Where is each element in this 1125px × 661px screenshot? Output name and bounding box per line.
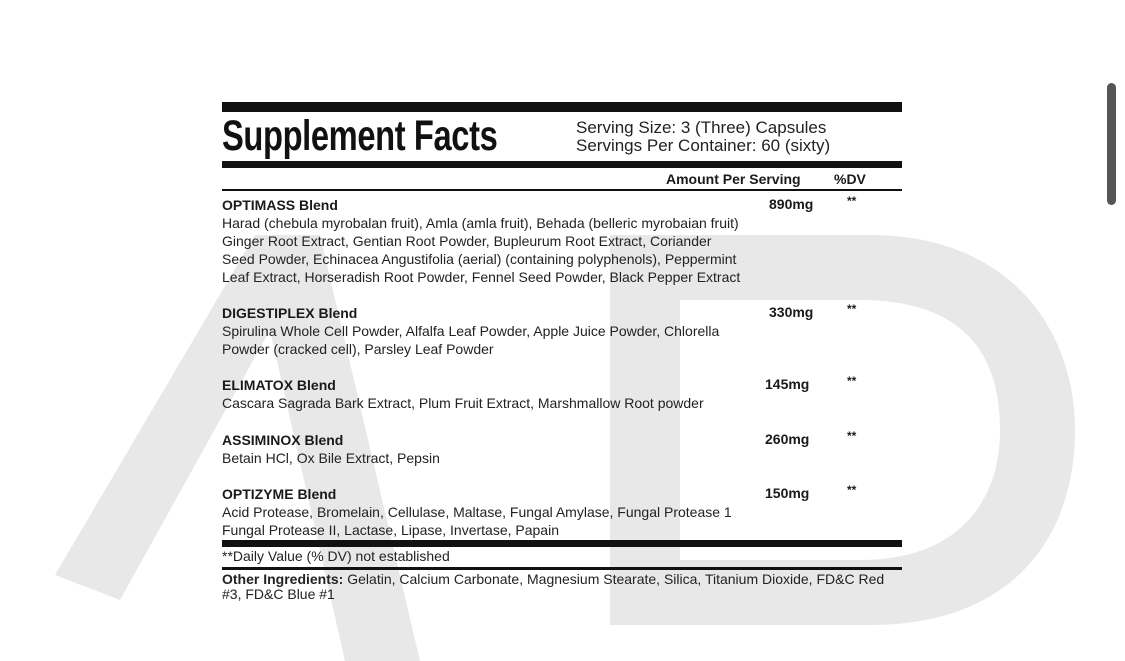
other-ingredients-text-2: #3, FD&C Blue #1 — [222, 586, 335, 602]
blend-row — [222, 431, 902, 467]
blend-name: OPTIZYME Blend — [222, 486, 337, 502]
blend-dv: ** — [847, 374, 857, 388]
scrollbar-thumb[interactable] — [1107, 83, 1116, 205]
label-title: Supplement Facts — [222, 112, 498, 160]
bottom-rule — [222, 540, 902, 547]
ingredient-line: Spirulina Whole Cell Powder, Alfalfa Leaf Powder, Apple Juice Powder, Chlorella — [222, 323, 720, 339]
servings-per-container: Servings Per Container: 60 (sixty) — [576, 136, 831, 155]
thin-rule — [222, 189, 902, 191]
blend-name: DIGESTIPLEX Blend — [222, 305, 358, 321]
other-ingredients-text: Gelatin, Calcium Carbonate, Magnesium Stearate, Silica, Titanium Dioxide, FD&C Red — [343, 571, 885, 587]
dv-header: %DV — [834, 171, 866, 187]
blend-dv: ** — [847, 429, 857, 443]
dv-note: **Daily Value (% DV) not established — [222, 548, 450, 564]
amount-header: Amount Per Serving — [666, 171, 801, 187]
serving-size: Serving Size: 3 (Three) Capsules — [576, 118, 827, 137]
other-ingredients-label: Other Ingredients: — [222, 571, 344, 587]
ingredient-line: Leaf Extract, Horseradish Root Powder, Fennel Seed Powder, Black Pepper Extract — [222, 269, 741, 285]
blend-name: ELIMATOX Blend — [222, 377, 336, 393]
blend-row — [222, 196, 902, 286]
blend-row — [222, 304, 902, 358]
ingredient-line: Betain HCl, Ox Bile Extract, Pepsin — [222, 450, 440, 466]
blend-row — [222, 485, 902, 539]
blend-dv: ** — [847, 302, 857, 316]
footer-rule — [222, 567, 902, 570]
blend-amount: 150mg — [765, 485, 810, 501]
ingredient-line: Powder (cracked cell), Parsley Leaf Powder — [222, 341, 494, 357]
ingredient-line: Ginger Root Extract, Gentian Root Powder, Bupleurum Root Extract, Coriander — [222, 233, 712, 249]
blend-dv: ** — [847, 483, 857, 497]
serving-info — [576, 119, 830, 155]
top-rule — [222, 102, 902, 112]
blend-name: ASSIMINOX Blend — [222, 432, 344, 448]
blend-row — [222, 376, 902, 412]
other-ingredients — [222, 572, 912, 602]
blend-amount: 890mg — [769, 196, 814, 212]
header-rule — [222, 161, 902, 168]
blend-amount: 260mg — [765, 431, 810, 447]
ingredient-line: Harad (chebula myrobalan fruit), Amla (amla fruit), Behada (belleric myrobaian fruit) — [222, 215, 739, 231]
blend-dv: ** — [847, 194, 857, 208]
ingredient-line: Seed Powder, Echinacea Angustifolia (aerial) (containing polyphenols), Peppermint — [222, 251, 737, 267]
blend-amount: 330mg — [769, 304, 814, 320]
ingredient-line: Acid Protease, Bromelain, Cellulase, Maltase, Fungal Amylase, Fungal Protease 1 — [222, 504, 732, 520]
ingredient-line: Fungal Protease II, Lactase, Lipase, Invertase, Papain — [222, 522, 559, 538]
ingredient-line: Cascara Sagrada Bark Extract, Plum Fruit Extract, Marshmallow Root powder — [222, 395, 704, 411]
blend-name: OPTIMASS Blend — [222, 197, 338, 213]
blend-amount: 145mg — [765, 376, 810, 392]
